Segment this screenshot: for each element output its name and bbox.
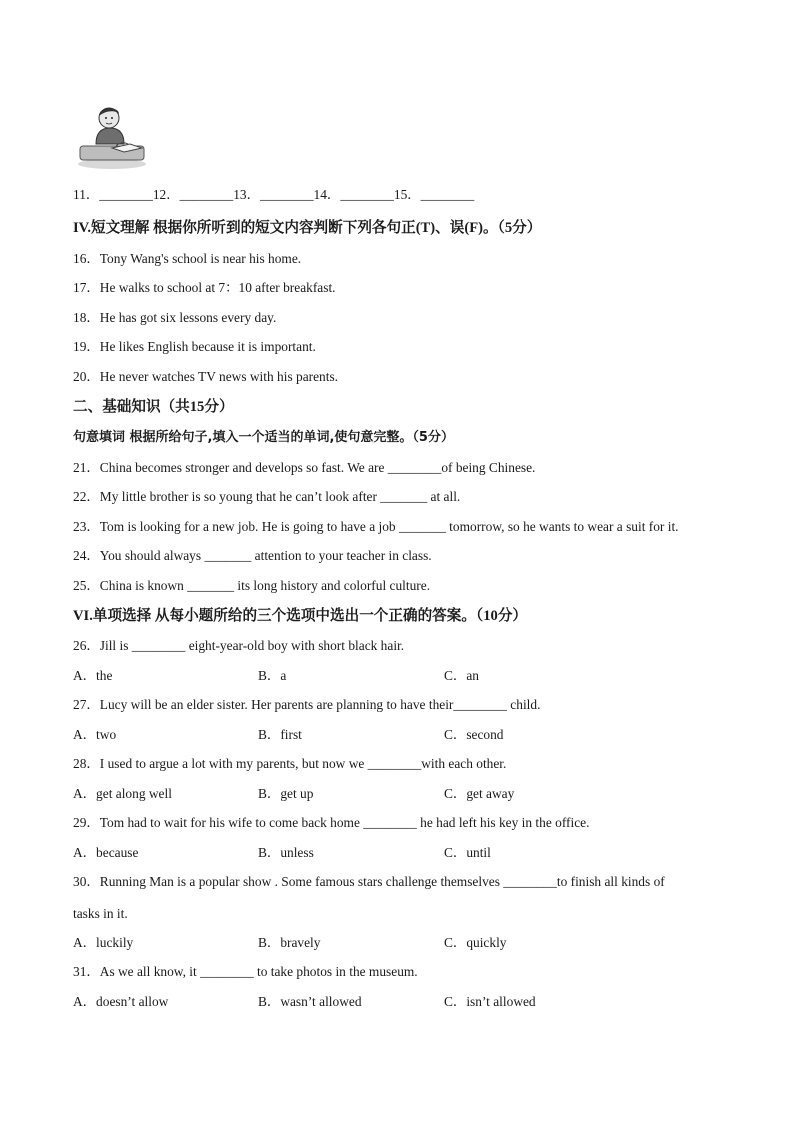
- section-6-title: VI.单项选择 从每小题所给的三个选项中选出一个正确的答案。（10分）: [73, 608, 528, 624]
- q31-option-a: A．doesn’t allow: [73, 994, 169, 1009]
- q26-option-c: C．an: [444, 668, 479, 683]
- question-29: 29．Tom had to wait for his wife to come back home ________ he had left his key in the office.: [73, 815, 590, 830]
- q31-option-c: C．isn’t allowed: [444, 994, 536, 1009]
- boy-reading-illustration: [76, 98, 148, 170]
- question-27: 27．Lucy will be an elder sister. Her parents are planning to have their________ child.: [73, 697, 541, 712]
- question-21: 21．China becomes stronger and develops so fast. We are ________of being Chinese.: [73, 460, 536, 475]
- q27-option-c: C．second: [444, 727, 504, 742]
- q29-option-b: B．unless: [258, 845, 314, 860]
- question-23: 23．Tom is looking for a new job. He is going to have a job _______ tomorrow, so he wants to wear a suit for it.: [73, 519, 679, 534]
- part-2-subtitle: 句意填词 根据所给句子,填入一个适当的单词,使句意完整。（5分）: [73, 430, 454, 445]
- q29-option-c: C．until: [444, 845, 491, 860]
- question-24: 24．You should always _______ attention to your teacher in class.: [73, 548, 432, 563]
- q31-option-b: B．wasn’t allowed: [258, 994, 362, 1009]
- question-25: 25．China is known _______ its long history and colorful culture.: [73, 578, 431, 593]
- question-18: 18．He has got six lessons every day.: [73, 310, 277, 325]
- q27-option-b: B．first: [258, 727, 302, 742]
- question-30-line-1: 30．Running Man is a popular show . Some famous stars challenge themselves ________to finish all kinds of: [73, 874, 665, 889]
- q28-option-a: A．get along well: [73, 786, 172, 801]
- fill-in-answer-line: 11．________12．________13．________14．________15．________: [73, 187, 475, 202]
- section-4-title: IV.短文理解 根据你所听到的短文内容判断下列各句正(T)、误(F)。（5分）: [73, 220, 542, 236]
- question-16: 16．Tony Wang's school is near his home.: [73, 251, 302, 266]
- part-2-title: 二、基础知识（共15分）: [73, 399, 234, 415]
- q26-option-a: A．the: [73, 668, 113, 683]
- question-28: 28．I used to argue a lot with my parents, but now we ________with each other.: [73, 756, 507, 771]
- q29-option-a: A．because: [73, 845, 139, 860]
- q30-option-a: A．luckily: [73, 935, 134, 950]
- question-22: 22．My little brother is so young that he can’t look after _______ at all.: [73, 489, 461, 504]
- question-31: 31．As we all know, it ________ to take photos in the museum.: [73, 964, 418, 979]
- q28-option-c: C．get away: [444, 786, 515, 801]
- q27-option-a: A．two: [73, 727, 117, 742]
- q28-option-b: B．get up: [258, 786, 314, 801]
- question-30-line-2: tasks in it.: [73, 906, 128, 921]
- q26-option-b: B．a: [258, 668, 287, 683]
- question-26: 26．Jill is ________ eight-year-old boy with short black hair.: [73, 638, 405, 653]
- question-19: 19．He likes English because it is important.: [73, 339, 316, 354]
- q30-option-c: C．quickly: [444, 935, 507, 950]
- q30-option-b: B．bravely: [258, 935, 321, 950]
- question-20: 20．He never watches TV news with his parents.: [73, 369, 339, 384]
- question-17: 17．He walks to school at 7：10 after breakfast.: [73, 280, 336, 295]
